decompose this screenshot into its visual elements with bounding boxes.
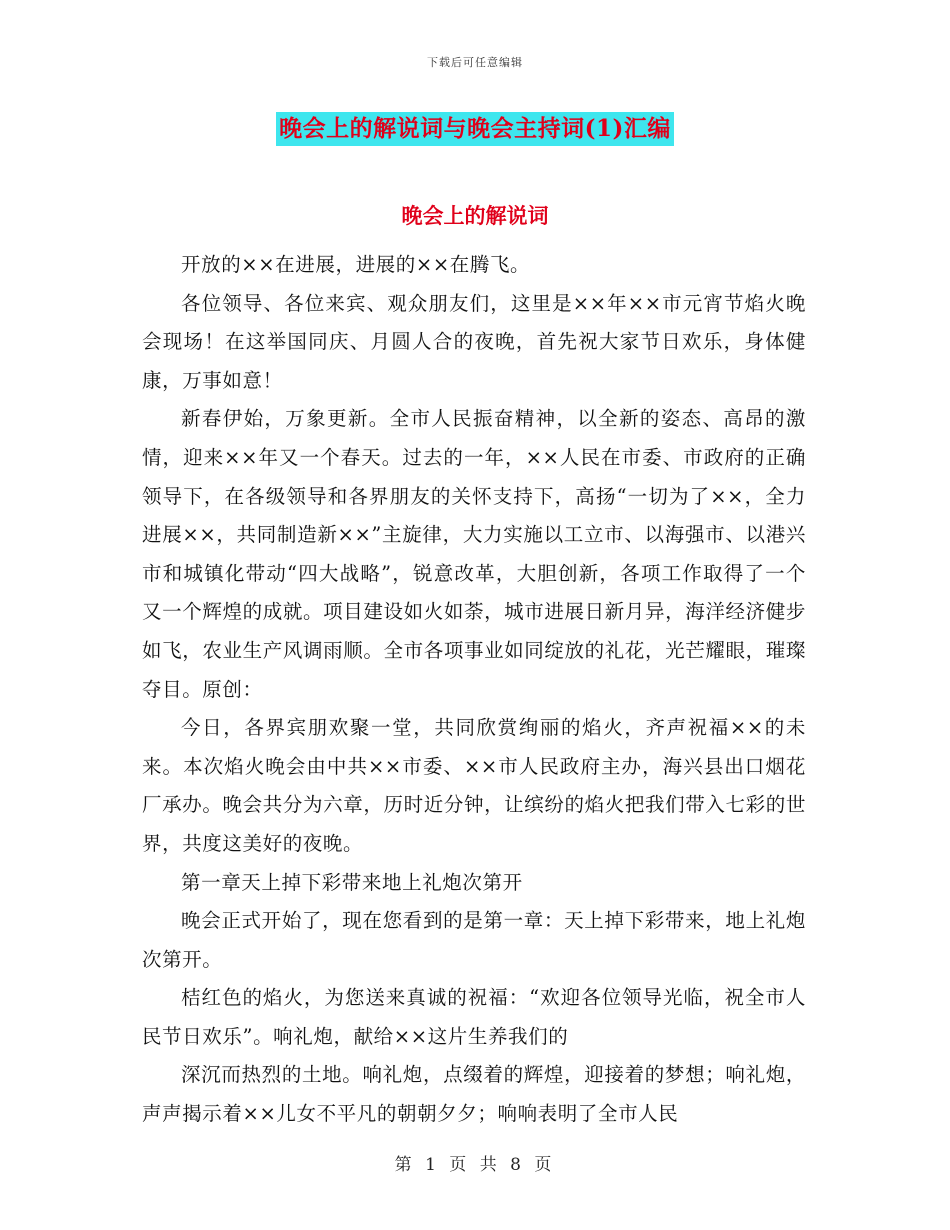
- paragraph: 深沉而热烈的土地。响礼炮，点缀着的辉煌，迎接着的梦想；响礼炮，声声揭示着××儿女不平凡的朝朝夕夕；响响表明了全市人民: [142, 1063, 806, 1126]
- section-title: 晚会上的解说词: [401, 203, 549, 228]
- document-title: 晚会上的解说词与晚会主持词(1)汇编: [276, 112, 674, 146]
- paragraph: 各位领导、各位来宾、观众朋友们，这里是××年××市元宵节焰火晚会现场！在这举国同庆、月圆人合的夜晚，首先祝大家节日欢乐，身体健康，万事如意！: [142, 291, 806, 392]
- document-title-container: [0, 112, 950, 146]
- page-header-note: 下载后可任意编辑: [427, 56, 523, 69]
- page-number: 第 1 页 共 8 页: [394, 1155, 556, 1175]
- document-body: [142, 246, 806, 1134]
- chapter-heading: 第一章天上掉下彩带来地上礼炮次第开: [181, 870, 523, 894]
- paragraph: 新春伊始，万象更新。全市人民振奋精神，以全新的姿态、高昂的激情，迎来××年又一个春天。过去的一年，××人民在市委、市政府的正确领导下，在各级领导和各界朋友的关怀支持下，高扬“一切为了××，全力进展××，共同制造新××”主旋律，大力实施以工立市、以海强市、以港兴市和城镇化带动“四大战略”，锐意改革，大胆创新，各项工作取得了一个又一个辉煌的成就。项目建设如火如荼，城市进展日新月异，海洋经济健步如飞，农业生产风调雨顺。全市各项事业如同绽放的礼花，光芒耀眼，璀璨夺目。原创：: [142, 407, 806, 701]
- paragraph: 晚会正式开始了，现在您看到的是第一章：天上掉下彩带来，地上礼炮次第开。: [142, 909, 806, 971]
- paragraph: 今日，各界宾朋欢聚一堂，共同欣赏绚丽的焰火，齐声祝福××的未来。本次焰火晚会由中共××市委、××市人民政府主办，海兴县出口烟花厂承办。晚会共分为六章，历时近分钟，让缤纷的焰火把我们带入七彩的世界，共度这美好的夜晚。: [142, 716, 806, 855]
- paragraph: 桔红色的焰火，为您送来真诚的祝福：“欢迎各位领导光临，祝全市人民节日欢乐”。响礼炮，献给××这片生养我们的: [142, 986, 806, 1048]
- paragraph: 开放的××在进展，进展的××在腾飞。: [181, 253, 531, 276]
